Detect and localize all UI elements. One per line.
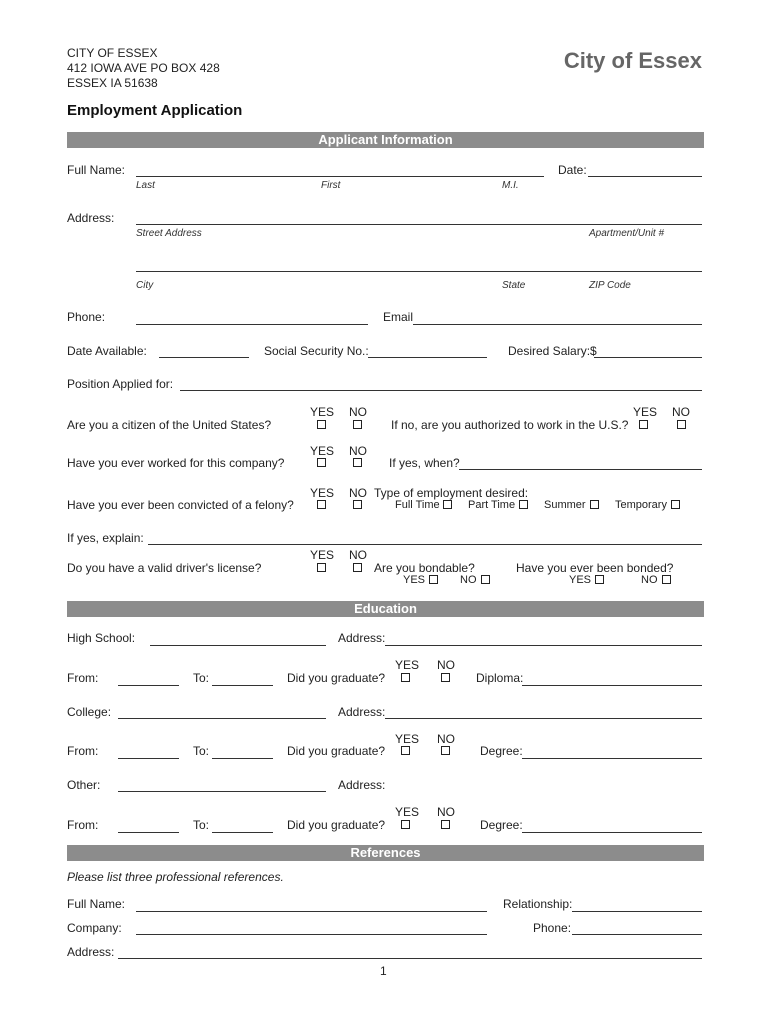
other-degree-field[interactable] xyxy=(522,832,702,833)
street-address-caption: Street Address xyxy=(136,228,202,239)
full-name-field[interactable] xyxy=(136,176,544,177)
city-caption: City xyxy=(136,280,154,291)
other-graduate-question: Did you graduate? xyxy=(287,818,386,832)
college-from-field[interactable] xyxy=(118,758,179,759)
high-school-field[interactable] xyxy=(150,645,326,646)
other-address-label: Address: xyxy=(338,778,386,792)
hs-graduate-question: Did you graduate? xyxy=(287,671,386,685)
college-to-label: To: xyxy=(193,744,210,758)
other-to-field[interactable] xyxy=(212,832,273,833)
city-title: City of Essex xyxy=(563,48,702,73)
desired-salary-field[interactable] xyxy=(594,357,702,358)
ssn-field[interactable] xyxy=(368,357,487,358)
diploma-label: Diploma: xyxy=(476,671,524,685)
other-graduate-yes-label: YES xyxy=(395,805,420,819)
bonded-question: Have you ever been bonded? xyxy=(516,561,674,575)
reference-full-name-field[interactable] xyxy=(136,911,487,912)
other-graduate-no-label: NO xyxy=(437,805,455,819)
temporary-checkbox[interactable] xyxy=(671,500,680,509)
page-number: 1 xyxy=(380,964,387,978)
other-school-field[interactable] xyxy=(118,791,326,792)
bonded-no-label: NO xyxy=(641,574,658,586)
hs-from-field[interactable] xyxy=(118,685,179,686)
section-header-applicant: Applicant Information xyxy=(67,132,704,148)
college-from-label: From: xyxy=(67,744,99,758)
diploma-field[interactable] xyxy=(522,685,702,686)
citizen-question: Are you a citizen of the United States? xyxy=(67,418,272,432)
other-from-field[interactable] xyxy=(118,832,179,833)
last-name-caption: Last xyxy=(136,180,155,191)
position-field[interactable] xyxy=(180,390,702,391)
first-name-caption: First xyxy=(321,180,341,191)
bondable-yes-label: YES xyxy=(403,574,426,586)
if-yes-when-field[interactable] xyxy=(459,469,702,470)
college-address-field[interactable] xyxy=(385,718,702,719)
bondable-no-label: NO xyxy=(460,574,477,586)
hs-graduate-yes-label: YES xyxy=(395,658,420,672)
citizen-no-checkbox[interactable] xyxy=(353,420,362,429)
address-label: Address: xyxy=(67,211,115,225)
college-graduate-yes-checkbox[interactable] xyxy=(401,746,410,755)
felony-question: Have you ever been convicted of a felony? xyxy=(67,498,294,512)
org-address-line-1: CITY OF ESSEX xyxy=(67,46,158,60)
authorized-no-label: NO xyxy=(672,405,690,419)
reference-address-field[interactable] xyxy=(118,958,702,959)
date-available-label: Date Available: xyxy=(67,344,147,358)
authorized-question: If no, are you authorized to work in the U.S.? xyxy=(391,418,629,432)
worked-no-label: NO xyxy=(349,444,367,458)
ssn-label: Social Security No.: xyxy=(264,344,369,358)
high-school-label: High School: xyxy=(67,631,136,645)
bonded-no-checkbox[interactable] xyxy=(662,575,671,584)
college-degree-label: Degree: xyxy=(480,744,523,758)
zip-caption: ZIP Code xyxy=(589,280,631,291)
college-graduate-no-checkbox[interactable] xyxy=(441,746,450,755)
bondable-yes-checkbox[interactable] xyxy=(429,575,438,584)
license-yes-checkbox[interactable] xyxy=(317,563,326,572)
full-name-label: Full Name: xyxy=(67,163,126,177)
citizen-yes-checkbox[interactable] xyxy=(317,420,326,429)
other-school-label: Other: xyxy=(67,778,101,792)
reference-full-name-label: Full Name: xyxy=(67,897,126,911)
high-school-address-label: Address: xyxy=(338,631,386,645)
summer-checkbox[interactable] xyxy=(590,500,599,509)
phone-label: Phone: xyxy=(67,310,106,324)
license-question: Do you have a valid driver's license? xyxy=(67,561,262,575)
reference-phone-field[interactable] xyxy=(572,934,702,935)
felony-no-checkbox[interactable] xyxy=(353,500,362,509)
college-degree-field[interactable] xyxy=(522,758,702,759)
section-header-references: References xyxy=(67,845,704,861)
part-time-label: Part Time xyxy=(468,499,516,511)
reference-company-field[interactable] xyxy=(136,934,487,935)
college-graduate-question: Did you graduate? xyxy=(287,744,386,758)
felony-yes-label: YES xyxy=(310,486,335,500)
summer-label: Summer xyxy=(544,499,586,511)
college-to-field[interactable] xyxy=(212,758,273,759)
reference-address-label: Address: xyxy=(67,945,115,959)
college-graduate-no-label: NO xyxy=(437,732,455,746)
citizen-no-label: NO xyxy=(349,405,367,419)
hs-from-label: From: xyxy=(67,671,99,685)
hs-graduate-no-label: NO xyxy=(437,658,455,672)
part-time-checkbox[interactable] xyxy=(519,500,528,509)
form-title: Employment Application xyxy=(67,102,243,119)
references-instruction: Please list three professional references. xyxy=(67,870,284,884)
hs-to-field[interactable] xyxy=(212,685,273,686)
worked-no-checkbox[interactable] xyxy=(353,458,362,467)
worked-yes-checkbox[interactable] xyxy=(317,458,326,467)
bondable-question: Are you bondable? xyxy=(374,561,475,575)
license-no-label: NO xyxy=(349,548,367,562)
section-header-education: Education xyxy=(67,601,704,617)
citizen-yes-label: YES xyxy=(310,405,335,419)
other-to-label: To: xyxy=(193,818,210,832)
apartment-caption: Apartment/Unit # xyxy=(589,228,665,239)
high-school-address-field[interactable] xyxy=(385,645,702,646)
college-label: College: xyxy=(67,705,112,719)
org-address-line-2: 412 IOWA AVE PO BOX 428 xyxy=(67,61,220,75)
state-caption: State xyxy=(502,280,526,291)
org-address-line-3: ESSEX IA 51638 xyxy=(67,76,158,90)
date-label: Date: xyxy=(558,163,587,177)
reference-company-label: Company: xyxy=(67,921,122,935)
date-available-field[interactable] xyxy=(159,357,249,358)
college-graduate-yes-label: YES xyxy=(395,732,420,746)
full-time-checkbox[interactable] xyxy=(443,500,452,509)
reference-relationship-label: Relationship: xyxy=(503,897,573,911)
city-state-zip-field[interactable] xyxy=(136,271,702,272)
college-address-label: Address: xyxy=(338,705,386,719)
license-yes-label: YES xyxy=(310,548,335,562)
reference-phone-label: Phone: xyxy=(533,921,572,935)
license-no-checkbox[interactable] xyxy=(353,563,362,572)
bondable-no-checkbox[interactable] xyxy=(481,575,490,584)
bonded-yes-label: YES xyxy=(569,574,592,586)
full-time-label: Full Time xyxy=(395,499,440,511)
position-label: Position Applied for: xyxy=(67,377,174,391)
street-address-field[interactable] xyxy=(136,224,702,225)
temporary-label: Temporary xyxy=(615,499,667,511)
explain-label: If yes, explain: xyxy=(67,531,144,545)
reference-relationship-field[interactable] xyxy=(572,911,702,912)
other-graduate-no-checkbox[interactable] xyxy=(441,820,450,829)
worked-before-question: Have you ever worked for this company? xyxy=(67,456,285,470)
other-graduate-yes-checkbox[interactable] xyxy=(401,820,410,829)
authorized-yes-label: YES xyxy=(633,405,658,419)
middle-initial-caption: M.I. xyxy=(502,180,519,191)
felony-yes-checkbox[interactable] xyxy=(317,500,326,509)
other-degree-label: Degree: xyxy=(480,818,523,832)
hs-graduate-yes-checkbox[interactable] xyxy=(401,673,410,682)
desired-salary-label: Desired Salary:$ xyxy=(508,344,597,358)
email-label: Email xyxy=(383,310,414,324)
authorized-yes-checkbox[interactable] xyxy=(639,420,648,429)
explain-field[interactable] xyxy=(148,544,702,545)
college-field[interactable] xyxy=(118,718,326,719)
worked-yes-label: YES xyxy=(310,444,335,458)
date-field[interactable] xyxy=(588,176,702,177)
felony-no-label: NO xyxy=(349,486,367,500)
if-yes-when-label: If yes, when? xyxy=(389,456,460,470)
email-field[interactable] xyxy=(413,324,702,325)
authorized-no-checkbox[interactable] xyxy=(677,420,686,429)
employment-type-label: Type of employment desired: xyxy=(374,486,529,500)
bonded-yes-checkbox[interactable] xyxy=(595,575,604,584)
other-from-label: From: xyxy=(67,818,99,832)
hs-to-label: To: xyxy=(193,671,210,685)
hs-graduate-no-checkbox[interactable] xyxy=(441,673,450,682)
phone-field[interactable] xyxy=(136,324,368,325)
